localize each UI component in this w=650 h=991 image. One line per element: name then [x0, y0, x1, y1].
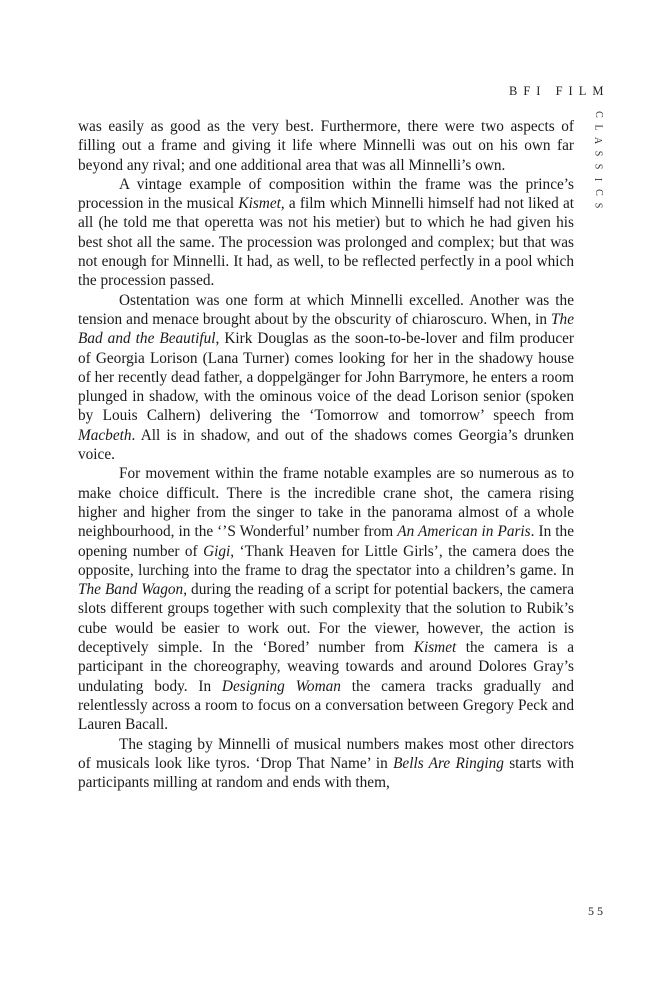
italic-title: Kismet: [413, 639, 457, 657]
italic-title: Gigi: [203, 542, 231, 560]
series-label-letter: I: [592, 177, 604, 182]
text-run: was easily as good as the very best. Furthermore, there were two aspects of filling out a frame and giving it life where Minnelli was out on his own far beyond any rival; and one additional area that was all Minnelli’s own.: [78, 118, 574, 174]
paragraph: [78, 291, 574, 465]
paragraph: [78, 117, 574, 175]
italic-title: An American in Paris: [397, 523, 531, 541]
text-run: . All is in shadow, and out of the shadows comes Georgia’s drunken voice.: [78, 426, 574, 464]
text-run: The staging by Minnelli of musical numbers makes most other directors of musicals look like tyros. ‘Drop That Name’ in: [78, 735, 574, 772]
italic-title: Designing Woman: [221, 677, 341, 695]
paragraph: [78, 735, 574, 793]
series-label-letter: C: [592, 111, 604, 118]
text-run: A vintage example of composition within the frame was the prince’s procession in the musical: [78, 175, 574, 213]
series-label-vertical: [588, 108, 608, 212]
text-run: . In the opening number of: [78, 523, 574, 560]
page-number: 55: [588, 904, 606, 918]
paragraph: [78, 464, 574, 734]
text-run: , Kirk Douglas as the soon-to-be-lover and film producer of Georgia Lorison (Lana Turner) comes looking for her in the shadowy house of her recently dead father, a doppelgänger for John Barrymore, he enters a room plunged in shadow, with the ominous voice of the dead Lorison senior (spoken by Louis Calhern) delivering the ‘Tomorrow and tomorrow’ speech from: [78, 330, 574, 425]
italic-title: Kismet: [238, 195, 281, 213]
text-run: starts with participants milling at random and ends with them,: [78, 754, 574, 792]
italic-title: Macbeth: [78, 426, 132, 444]
italic-title: The Band Wagon: [78, 581, 184, 599]
series-label-letter: S: [592, 163, 604, 170]
paragraph: [78, 175, 574, 291]
text-run: the camera is a participant in the choreography, weaving towards and around Dolores Gray’s undulating body. In: [78, 639, 574, 695]
text-run: For movement within the frame notable examples are so numerous as to make choice difficult. There is the incredible crane shot, the camera rising higher and higher from the singer to take in the panorama almost of a whole neighbourhood, in the ‘’S Wonderful’ number from: [78, 465, 574, 541]
text-run: the camera tracks gradually and relentlessly across a room to focus on a conversation between Gregory Peck and Lauren Bacall.: [78, 677, 574, 734]
text-run: , ‘Thank Heaven for Little Girls’, the camera does the opposite, lurching into the frame to drag the spectator into a children’s game. In: [78, 542, 574, 579]
series-label-letter: A: [592, 136, 604, 145]
text-run: Ostentation was one form at which Minnelli excelled. Another was the tension and menace brought about by the obscurity of chiaroscuro. When, in: [78, 291, 574, 328]
text-run: , a film which Minnelli himself had not liked at all (he told me that operetta was not his metier) but to which he had given his best shot all the same. The procession was prolonged and complex; but that was not enough for Minnelli. It had, as well, to be reflected perfectly in a pool which the procession passed.: [78, 195, 574, 290]
series-label-letter: C: [592, 189, 604, 196]
series-label-letter: S: [592, 150, 604, 157]
body-text: [78, 117, 574, 792]
series-label-letter: S: [592, 202, 604, 209]
italic-title: Bells Are Ringing: [393, 754, 504, 772]
running-head: BFI FILM: [509, 84, 610, 98]
text-run: , during the reading of a script for potential backers, the camera slots different groups together with such complexity that the solution to Rubik’s cube would be easier to work out. For the viewer, however, the action is deceptively simple. In the ‘Bored’ number from: [78, 581, 574, 657]
series-label-letter: L: [592, 124, 604, 131]
italic-title: The Bad and the Beautiful: [78, 310, 574, 348]
